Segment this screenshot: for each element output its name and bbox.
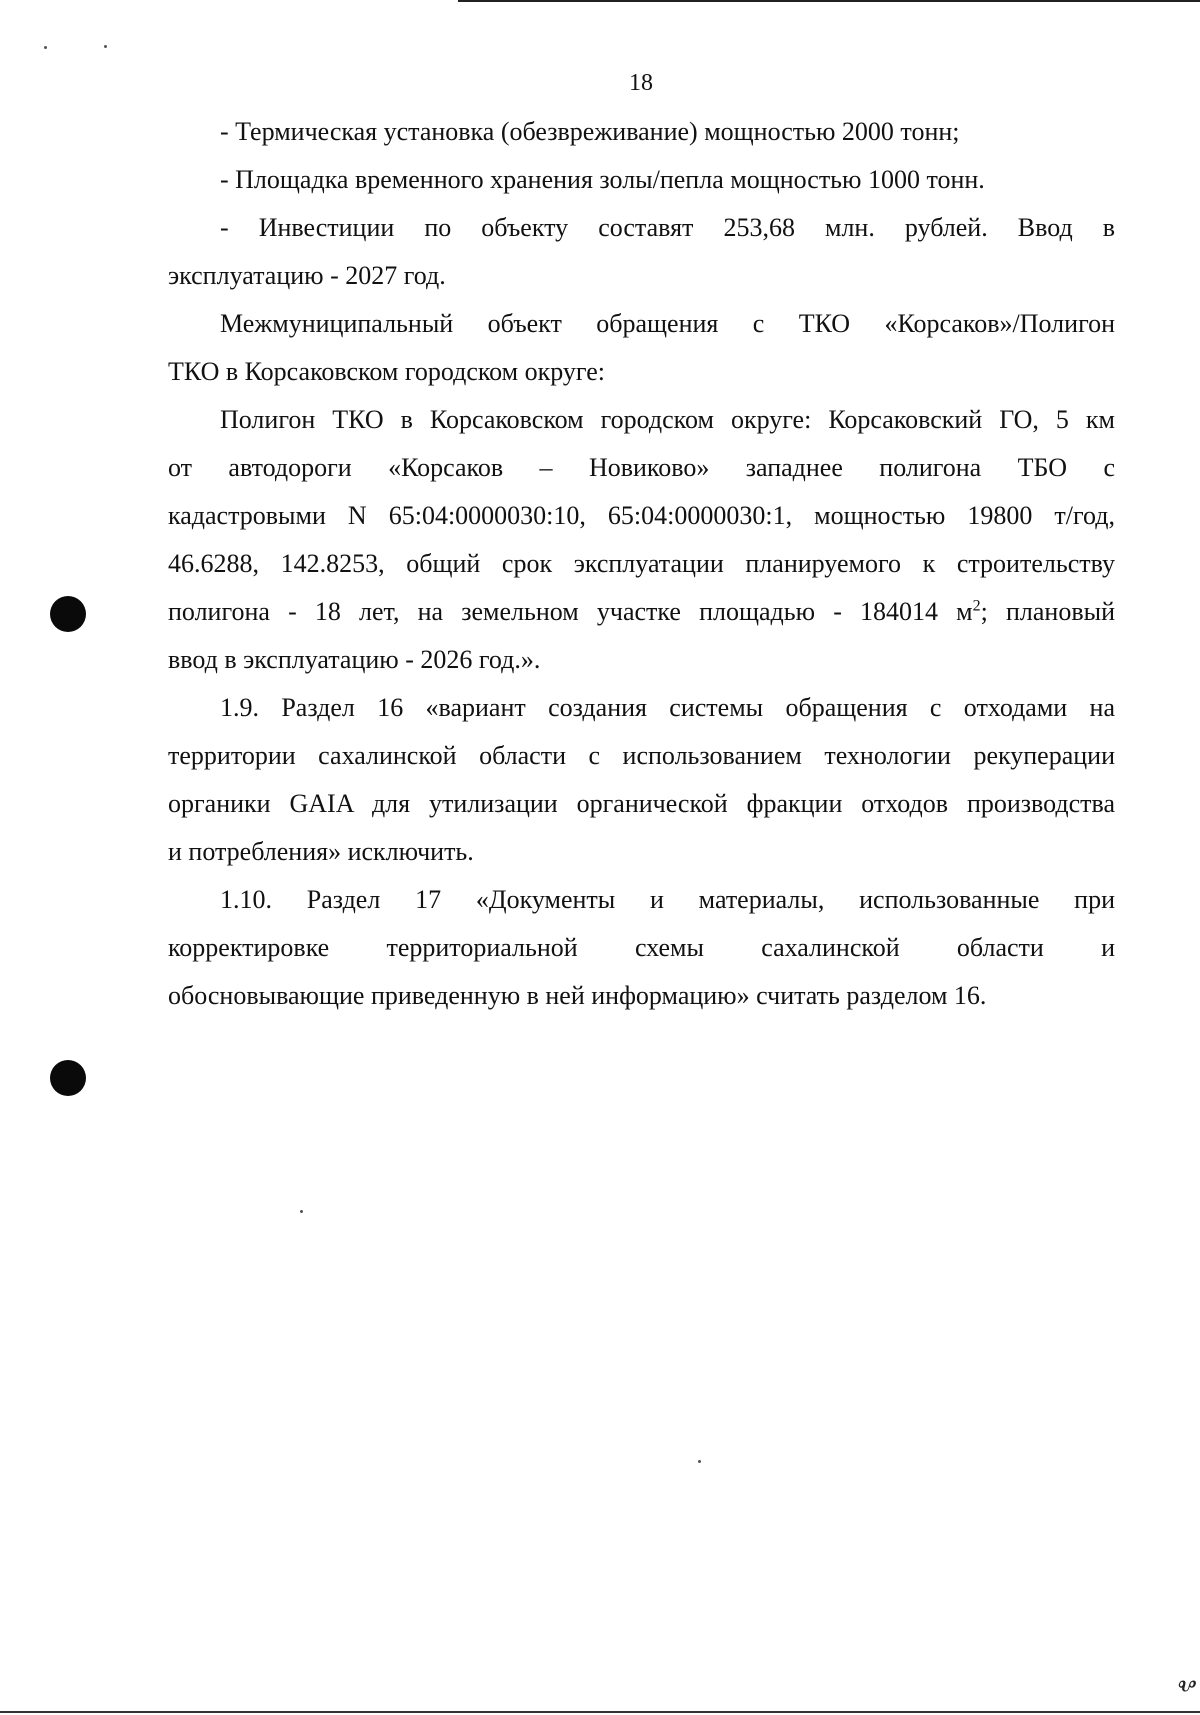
text-line: от автодороги «Корсаков – Новиково» западнее полигона ТБО с	[168, 453, 1115, 482]
text-line: корректировке территориальной схемы сахалинской области и	[168, 933, 1115, 962]
scan-speck	[104, 45, 107, 48]
text-line: органики GAIA для утилизации органической фракции отходов производства	[168, 789, 1115, 818]
text-line: ввод в эксплуатацию - 2026 год.».	[168, 645, 541, 674]
scan-speck	[44, 46, 47, 49]
text-line: Межмуниципальный объект обращения с ТКО «Корсаков»/Полигон	[220, 309, 1115, 338]
text-line: 1.9. Раздел 16 «вариант создания системы обращения с отходами на	[220, 693, 1115, 722]
document-body	[168, 108, 1115, 1020]
scan-speck	[300, 1210, 303, 1213]
superscript: 2	[972, 597, 981, 615]
text-line: ТКО в Корсаковском городском округе:	[168, 357, 605, 386]
text-line: территории сахалинской области с использованием технологии рекуперации	[168, 741, 1115, 770]
scan-speck	[698, 1460, 701, 1463]
text-line: 46.6288, 142.8253, общий срок эксплуатации планируемого к строительству	[168, 549, 1115, 578]
text-line: кадастровыми N 65:04:0000030:10, 65:04:0000030:1, мощностью 19800 т/год,	[168, 501, 1115, 530]
bottom-edge-line	[0, 1711, 1200, 1713]
handwritten-mark: Ⰲ	[1175, 1676, 1194, 1701]
top-edge-line	[458, 0, 1200, 2]
text-line: Полигон ТКО в Корсаковском городском округе: Корсаковский ГО, 5 км	[220, 405, 1115, 434]
text-line: и потребления» исключить.	[168, 837, 474, 866]
text-line: обосновывающие приведенную в ней информацию» считать разделом 16.	[168, 981, 987, 1010]
text-line: 1.10. Раздел 17 «Документы и материалы, использованные при	[220, 885, 1115, 914]
text-line: - Площадка временного хранения золы/пепла мощностью 1000 тонн.	[220, 165, 985, 194]
binder-hole-mark	[50, 1060, 86, 1096]
binder-hole-mark	[50, 596, 86, 632]
text-line: - Термическая установка (обезвреживание) мощностью 2000 тонн;	[220, 117, 960, 146]
page-number: 18	[629, 70, 653, 96]
text-fragment: ; плановый	[980, 597, 1115, 626]
text-line	[168, 588, 1115, 636]
text-fragment: полигона - 18 лет, на земельном участке площадью - 184014 м	[168, 597, 973, 626]
text-line: эксплуатацию - 2027 год.	[168, 261, 446, 290]
text-line: - Инвестиции по объекту составят 253,68 млн. рублей. Ввод в	[220, 213, 1115, 242]
